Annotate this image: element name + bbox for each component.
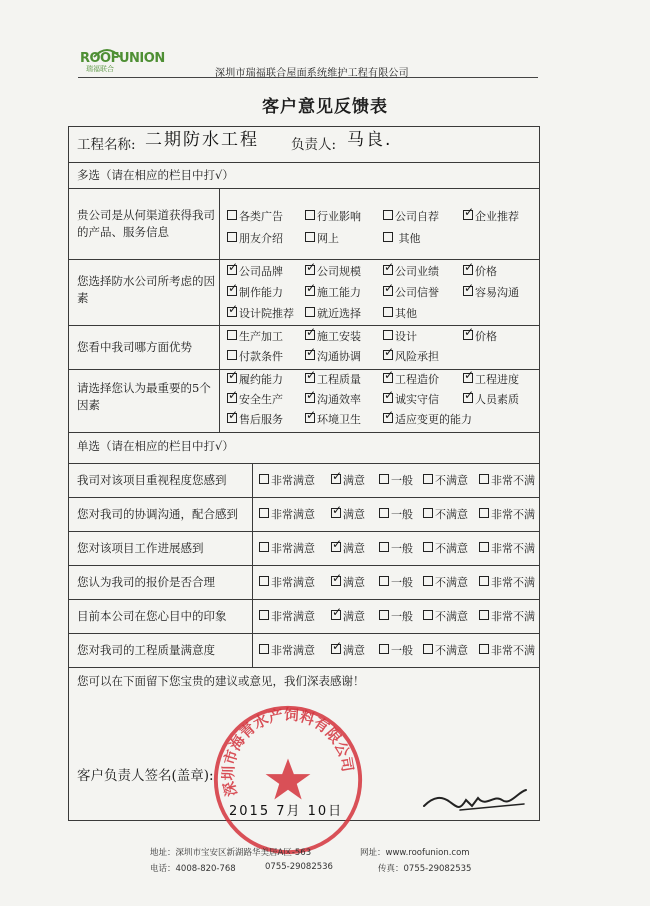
- checkbox-option[interactable]: [383, 232, 421, 246]
- checkbox-option[interactable]: [227, 260, 283, 279]
- checkbox-option[interactable]: [383, 330, 417, 344]
- single-question-label: 您认为我司的报价是否合理: [77, 575, 215, 589]
- check-mark-icon: ✓: [228, 302, 239, 316]
- check-mark-icon: ✓: [228, 281, 239, 295]
- rating-option[interactable]: [423, 610, 468, 624]
- checkbox[interactable]: [479, 644, 489, 654]
- option-label: 不满意: [435, 508, 468, 521]
- company-logo: [80, 51, 165, 74]
- logo-wordmark: ROOFUNION: [80, 51, 165, 66]
- grid-line: [219, 188, 220, 432]
- footer-address: 地址：深圳市宝安区新湖路华美居A区-563: [150, 848, 312, 858]
- check-mark-icon: ✓: [464, 205, 475, 219]
- rating-row: [259, 537, 539, 556]
- rating-option[interactable]: [259, 474, 315, 488]
- option-label: 一般: [391, 576, 413, 589]
- checkbox[interactable]: [331, 503, 343, 518]
- single-question-label: 我司对该项目重视程度您感到: [77, 473, 227, 487]
- option-label: 就近选择: [317, 307, 361, 320]
- option-label: 非常满意: [271, 576, 315, 589]
- page-title: 客户意见反馈表: [262, 97, 388, 117]
- check-mark-icon: ✓: [306, 260, 317, 274]
- single-question-label: 您对我司的协调沟通，配合感到: [77, 507, 238, 521]
- check-mark-icon: ✓: [228, 388, 239, 402]
- grid-line: [69, 667, 539, 668]
- checkbox[interactable]: [379, 644, 389, 654]
- option-label: 不满意: [435, 576, 468, 589]
- option-label: 网上: [317, 232, 339, 245]
- check-mark-icon: ✓: [384, 345, 395, 359]
- project-name-value[interactable]: 二期防水工程: [145, 130, 259, 150]
- option-label: 不满意: [435, 542, 468, 555]
- option-label: 公司业绩: [395, 265, 439, 278]
- grid-line: [69, 531, 539, 532]
- checkbox[interactable]: [383, 408, 395, 423]
- checkbox[interactable]: [227, 302, 239, 317]
- checkbox[interactable]: [463, 368, 475, 383]
- option-label: 非常不满: [491, 474, 535, 487]
- company-seal-icon: [210, 702, 366, 858]
- grid-line: [69, 188, 539, 189]
- checkbox[interactable]: [227, 210, 237, 220]
- checkbox[interactable]: [331, 537, 343, 552]
- rating-option[interactable]: [379, 508, 413, 522]
- footer-phone-2: 0755-29082536: [265, 862, 333, 872]
- checkbox[interactable]: [259, 576, 269, 586]
- footer-website[interactable]: 网址：www.roofunion.com: [360, 848, 470, 858]
- checkbox-option[interactable]: [383, 368, 439, 387]
- checkbox-option[interactable]: [463, 260, 497, 279]
- checkbox[interactable]: [383, 232, 393, 242]
- option-label: 人员素质: [475, 393, 519, 406]
- rating-option[interactable]: [259, 610, 315, 624]
- option-label: 非常满意: [271, 542, 315, 555]
- option-label: 不满意: [435, 474, 468, 487]
- checkbox[interactable]: [331, 605, 343, 620]
- project-lead-label: 负责人:: [291, 137, 337, 153]
- checkbox[interactable]: [383, 388, 395, 403]
- option-label: 适应变更的能力: [395, 413, 472, 426]
- option-label: 不满意: [435, 644, 468, 657]
- option-label: 非常不满: [491, 644, 535, 657]
- checkbox-option[interactable]: [305, 260, 361, 279]
- checkbox-option[interactable]: [305, 281, 361, 300]
- option-label: 满意: [343, 474, 365, 487]
- check-mark-icon: ✓: [306, 368, 317, 382]
- rating-option[interactable]: [379, 610, 413, 624]
- checkbox[interactable]: [227, 388, 239, 403]
- option-label: 风险承担: [395, 350, 439, 363]
- single-question-label: 您对该项目工作进展感到: [77, 541, 204, 555]
- checkbox-option[interactable]: [383, 345, 439, 364]
- checkbox[interactable]: [305, 210, 315, 220]
- option-label: 设计: [395, 330, 417, 343]
- single-select-header: 单选（请在相应的栏目中打√）: [77, 439, 234, 453]
- multi-question-label: 请选择您认为最重要的5个因素: [77, 381, 211, 412]
- checkbox-option[interactable]: [383, 408, 472, 427]
- rating-option[interactable]: [379, 542, 413, 556]
- footer-phone: 电话：4008-820-768: [150, 864, 236, 874]
- checkbox-option[interactable]: [227, 302, 294, 321]
- checkbox-option[interactable]: [305, 210, 361, 224]
- checkbox[interactable]: [259, 610, 269, 620]
- checkbox[interactable]: [383, 330, 393, 340]
- checkbox[interactable]: [379, 542, 389, 552]
- option-label: 公司自荐: [395, 210, 439, 223]
- rating-option[interactable]: [379, 644, 413, 658]
- check-mark-icon: ✓: [306, 388, 317, 402]
- single-question-label: 您对我司的工程质量满意度: [77, 643, 215, 657]
- check-mark-icon: ✓: [306, 408, 317, 422]
- checkbox[interactable]: [227, 260, 239, 275]
- option-label: 满意: [343, 576, 365, 589]
- checkbox-option[interactable]: [383, 388, 439, 407]
- option-label: 满意: [343, 610, 365, 623]
- checkbox[interactable]: [379, 474, 389, 484]
- option-label: 工程造价: [395, 373, 439, 386]
- checkbox-option[interactable]: [227, 368, 283, 387]
- checkbox[interactable]: [227, 368, 239, 383]
- checkbox-option[interactable]: [227, 232, 283, 246]
- grid-line: [252, 463, 253, 667]
- rating-option[interactable]: [479, 508, 535, 522]
- checkbox[interactable]: [379, 508, 389, 518]
- signature-date[interactable]: 2015 7月 10日: [229, 804, 344, 819]
- checkbox[interactable]: [383, 368, 395, 383]
- checkbox[interactable]: [479, 576, 489, 586]
- checkbox[interactable]: [463, 260, 475, 275]
- option-label: 非常不满: [491, 610, 535, 623]
- checkbox[interactable]: [479, 610, 489, 620]
- checkbox[interactable]: [227, 281, 239, 296]
- checkbox-option[interactable]: [227, 388, 283, 407]
- check-mark-icon: ✓: [332, 605, 343, 619]
- check-mark-icon: ✓: [384, 260, 395, 274]
- checkbox[interactable]: [259, 508, 269, 518]
- checkbox-option[interactable]: [383, 307, 417, 321]
- checkbox-option[interactable]: [227, 330, 283, 344]
- check-mark-icon: ✓: [332, 503, 343, 517]
- checkbox-option[interactable]: [383, 260, 439, 279]
- check-mark-icon: ✓: [384, 281, 395, 295]
- project-lead-value[interactable]: 马良.: [347, 130, 393, 150]
- option-label: 安全生产: [239, 393, 283, 406]
- grid-line: [69, 497, 539, 498]
- rating-option[interactable]: [479, 610, 535, 624]
- grid-line: [69, 599, 539, 600]
- checkbox[interactable]: [423, 610, 433, 620]
- grid-line: [69, 463, 539, 464]
- rating-option[interactable]: [331, 537, 365, 556]
- checkbox[interactable]: [331, 469, 343, 484]
- check-mark-icon: ✓: [332, 537, 343, 551]
- option-label: 满意: [343, 542, 365, 555]
- checkbox[interactable]: [305, 408, 317, 423]
- option-label: 行业影响: [317, 210, 361, 223]
- roof-arc-icon: [92, 46, 122, 58]
- option-label: 非常不满: [491, 508, 535, 521]
- option-label: 满意: [343, 508, 365, 521]
- checkbox[interactable]: [383, 260, 395, 275]
- checkbox-option[interactable]: [227, 408, 283, 427]
- rating-option[interactable]: [331, 605, 365, 624]
- rating-option[interactable]: [479, 644, 535, 658]
- checkbox-option[interactable]: [305, 345, 361, 364]
- company-name: 深圳市瑞福联合屋面系统维护工程有限公司: [215, 68, 409, 79]
- checkbox[interactable]: [305, 281, 317, 296]
- rating-option[interactable]: [423, 576, 468, 590]
- option-label: 工程质量: [317, 373, 361, 386]
- checkbox[interactable]: [383, 281, 395, 296]
- check-mark-icon: ✓: [228, 260, 239, 274]
- handwritten-signature: [420, 780, 530, 820]
- check-mark-icon: ✓: [464, 325, 475, 339]
- checkbox[interactable]: [331, 639, 343, 654]
- option-label: 一般: [391, 508, 413, 521]
- option-label: 其他: [395, 307, 417, 320]
- rating-option[interactable]: [479, 576, 535, 590]
- option-label: 朋友介绍: [239, 232, 283, 245]
- check-mark-icon: ✓: [306, 345, 317, 359]
- checkbox-option[interactable]: [305, 307, 361, 321]
- checkbox[interactable]: [423, 542, 433, 552]
- checkbox[interactable]: [227, 408, 239, 423]
- checkbox-option[interactable]: [463, 325, 497, 344]
- rating-option[interactable]: [259, 644, 315, 658]
- rating-row: [259, 571, 539, 590]
- multi-question-label: 您选择防水公司所考虑的因素: [77, 274, 215, 305]
- checkbox[interactable]: [463, 325, 475, 340]
- checkbox[interactable]: [479, 542, 489, 552]
- checkbox[interactable]: [331, 571, 343, 586]
- option-label: 售后服务: [239, 413, 283, 426]
- footer-fax: 传真：0755-29082535: [378, 864, 472, 874]
- option-label: 工程进度: [475, 373, 519, 386]
- rating-option[interactable]: [331, 503, 365, 522]
- option-label: 生产加工: [239, 330, 283, 343]
- single-question-label: 目前本公司在您心目中的印象: [77, 609, 227, 623]
- check-mark-icon: ✓: [464, 281, 475, 295]
- multi-question-label: 贵公司是从何渠道获得我司的产品、服务信息: [77, 208, 215, 239]
- checkbox[interactable]: [305, 307, 315, 317]
- checkbox[interactable]: [227, 350, 237, 360]
- project-name-label: 工程名称:: [77, 137, 136, 153]
- check-mark-icon: ✓: [332, 469, 343, 483]
- option-label: 非常不满: [491, 542, 535, 555]
- checkbox[interactable]: [383, 210, 393, 220]
- rating-option[interactable]: [423, 542, 468, 556]
- checkbox[interactable]: [305, 260, 317, 275]
- checkbox[interactable]: [305, 325, 317, 340]
- checkbox-option[interactable]: [227, 350, 283, 364]
- checkbox-option[interactable]: [463, 205, 519, 224]
- option-label: 一般: [391, 542, 413, 555]
- checkbox-option[interactable]: [227, 281, 283, 300]
- seal-text: 深圳市海青水产饲料有限公司: [220, 706, 356, 799]
- checkbox[interactable]: [423, 644, 433, 654]
- option-label: 非常满意: [271, 474, 315, 487]
- checkbox-option[interactable]: [383, 281, 439, 300]
- checkbox-option[interactable]: [227, 210, 283, 224]
- option-label: 履约能力: [239, 373, 283, 386]
- option-label: 公司规模: [317, 265, 361, 278]
- option-label: 各类广告: [239, 210, 283, 223]
- option-label: 沟通协调: [317, 350, 361, 363]
- checkbox-option[interactable]: [463, 281, 519, 300]
- grid-line: [69, 633, 539, 634]
- option-label: 一般: [391, 644, 413, 657]
- option-label: 制作能力: [239, 286, 283, 299]
- checkbox[interactable]: [479, 474, 489, 484]
- checkbox[interactable]: [379, 610, 389, 620]
- checkbox[interactable]: [305, 232, 315, 242]
- rating-option[interactable]: [259, 542, 315, 556]
- option-label: 施工能力: [317, 286, 361, 299]
- grid-line: [69, 565, 539, 566]
- rating-row: [259, 639, 539, 658]
- checkbox[interactable]: [463, 281, 475, 296]
- multi-question-label: 您看中我司哪方面优势: [77, 340, 192, 354]
- option-label: 非常不满: [491, 576, 535, 589]
- checkbox[interactable]: [463, 388, 475, 403]
- check-mark-icon: ✓: [464, 368, 475, 382]
- checkbox[interactable]: [305, 345, 317, 360]
- option-label: 一般: [391, 610, 413, 623]
- checkbox-option[interactable]: [305, 325, 361, 344]
- checkbox-option[interactable]: [305, 408, 361, 427]
- option-label: 公司品牌: [239, 265, 283, 278]
- checkbox[interactable]: [259, 474, 269, 484]
- checkbox-option[interactable]: [305, 388, 361, 407]
- checkbox-option[interactable]: [463, 368, 519, 387]
- rating-row: [259, 605, 539, 624]
- rating-option[interactable]: [259, 576, 315, 590]
- check-mark-icon: ✓: [306, 325, 317, 339]
- rating-option[interactable]: [379, 474, 413, 488]
- check-mark-icon: ✓: [384, 368, 395, 382]
- rating-row: [259, 503, 539, 522]
- rating-option[interactable]: [331, 639, 365, 658]
- option-label: 环境卫生: [317, 413, 361, 426]
- option-label: 沟通效率: [317, 393, 361, 406]
- rating-option[interactable]: [331, 571, 365, 590]
- checkbox[interactable]: [227, 232, 237, 242]
- option-label: 诚实守信: [395, 393, 439, 406]
- rating-row: [259, 469, 539, 488]
- rating-option[interactable]: [479, 474, 535, 488]
- option-label: 非常满意: [271, 610, 315, 623]
- check-mark-icon: ✓: [228, 368, 239, 382]
- checkbox[interactable]: [383, 345, 395, 360]
- check-mark-icon: ✓: [306, 281, 317, 295]
- option-label: 施工安装: [317, 330, 361, 343]
- checkbox[interactable]: [423, 508, 433, 518]
- checkbox-option[interactable]: [463, 388, 519, 407]
- rating-option[interactable]: [423, 644, 468, 658]
- checkbox[interactable]: [463, 205, 475, 220]
- checkbox[interactable]: [259, 542, 269, 552]
- checkbox[interactable]: [305, 388, 317, 403]
- check-mark-icon: ✓: [464, 388, 475, 402]
- header-divider: [78, 77, 538, 78]
- checkbox[interactable]: [383, 307, 393, 317]
- option-label: 其他: [395, 232, 421, 245]
- option-label: 付款条件: [239, 350, 283, 363]
- rating-option[interactable]: [479, 542, 535, 556]
- rating-option[interactable]: [259, 508, 315, 522]
- checkbox[interactable]: [227, 330, 237, 340]
- option-label: 价格: [475, 330, 497, 343]
- check-mark-icon: ✓: [332, 639, 343, 653]
- checkbox[interactable]: [379, 576, 389, 586]
- multi-select-header: 多选（请在相应的栏目中打√）: [77, 168, 234, 182]
- check-mark-icon: ✓: [332, 571, 343, 585]
- checkbox[interactable]: [479, 508, 489, 518]
- option-label: 设计院推荐: [239, 307, 294, 320]
- rating-option[interactable]: [423, 508, 468, 522]
- option-label: 容易沟通: [475, 286, 519, 299]
- checkbox-option[interactable]: [305, 368, 361, 387]
- check-mark-icon: ✓: [384, 408, 395, 422]
- check-mark-icon: ✓: [464, 260, 475, 274]
- option-label: 公司信誉: [395, 286, 439, 299]
- rating-option[interactable]: [331, 469, 365, 488]
- grid-line: [69, 432, 539, 433]
- option-label: 价格: [475, 265, 497, 278]
- option-label: 非常满意: [271, 644, 315, 657]
- checkbox[interactable]: [423, 576, 433, 586]
- grid-line: [69, 162, 539, 163]
- checkbox[interactable]: [305, 368, 317, 383]
- signature-label: 客户负责人签名(盖章):: [77, 768, 214, 784]
- check-mark-icon: ✓: [228, 408, 239, 422]
- check-mark-icon: ✓: [384, 388, 395, 402]
- rating-option[interactable]: [379, 576, 413, 590]
- comments-prompt: 您可以在下面留下您宝贵的建议或意见，我们深表感谢！: [77, 674, 365, 688]
- option-label: 一般: [391, 474, 413, 487]
- logo-subtitle: 瑞福联合: [86, 65, 114, 73]
- checkbox-option[interactable]: [305, 232, 339, 246]
- checkbox[interactable]: [423, 474, 433, 484]
- checkbox-option[interactable]: [383, 210, 439, 224]
- option-label: 企业推荐: [475, 210, 519, 223]
- option-label: 满意: [343, 644, 365, 657]
- rating-option[interactable]: [423, 474, 468, 488]
- option-label: 非常满意: [271, 508, 315, 521]
- checkbox[interactable]: [259, 644, 269, 654]
- option-label: 不满意: [435, 610, 468, 623]
